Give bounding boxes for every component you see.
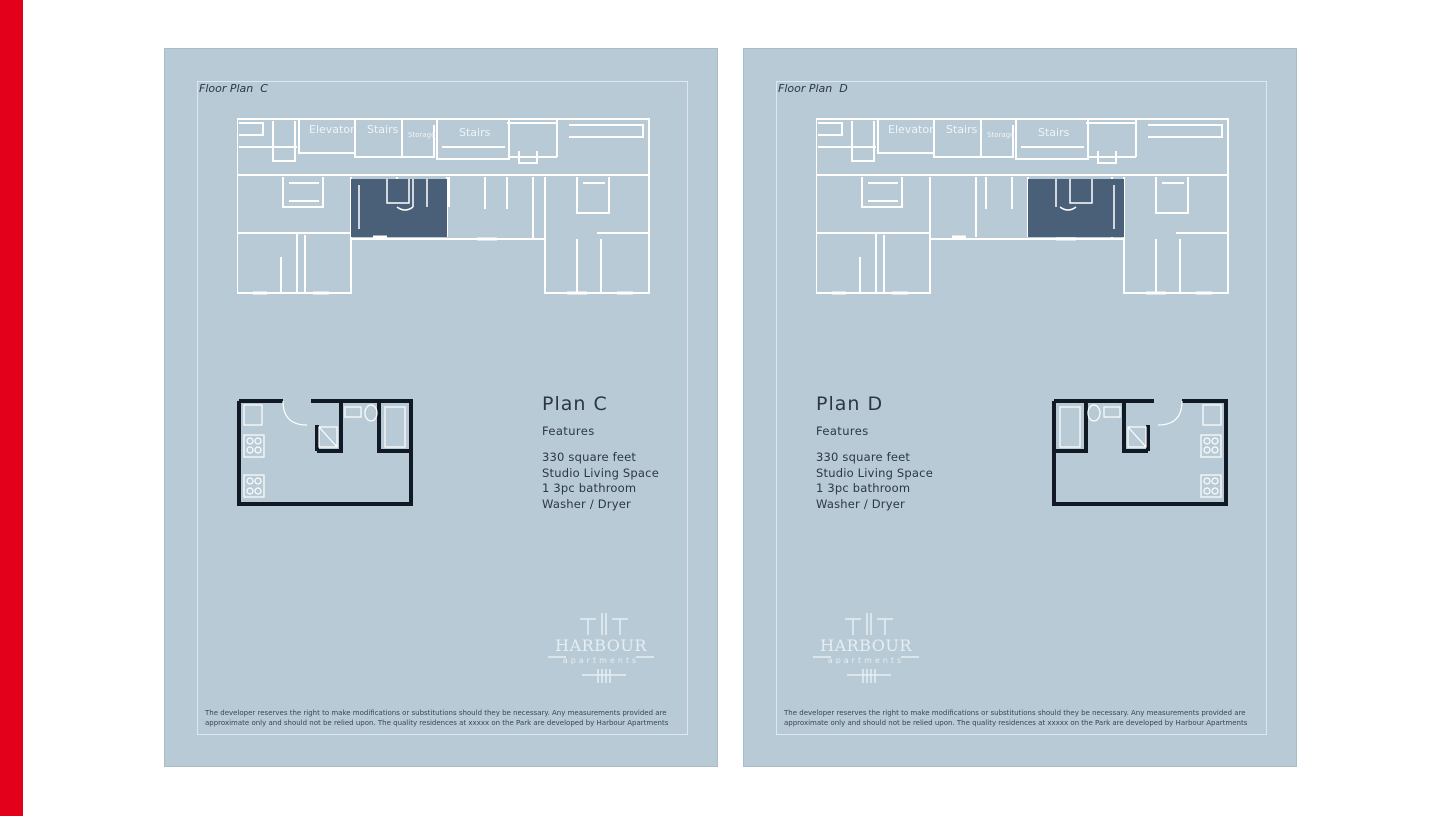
plan-subheading: Features	[542, 424, 595, 438]
feature-item: 1 3pc bathroom	[542, 481, 637, 495]
logo-wordmark: HARBOUR	[555, 636, 647, 655]
disclaimer-text: The developer reserves the right to make modifications or substitutions should they be necessary. Any measurements provided are approximate only and should not be relied upon. The quality residences at xxxxx on the Park are developed by Harbour Apartments	[205, 709, 669, 727]
site-label-stairs-2: Stairs	[1038, 126, 1070, 139]
feature-item: 1 3pc bathroom	[816, 481, 911, 495]
site-floor-plan	[237, 117, 650, 295]
plan-details	[816, 393, 933, 512]
site-label-stairs-2: Stairs	[459, 126, 491, 139]
plan-subheading: Features	[816, 424, 869, 438]
sheet-title: Floor Plan C	[199, 82, 268, 95]
logo-wordmark: HARBOUR	[820, 636, 912, 655]
site-floor-plan	[816, 117, 1229, 295]
logo-subtitle: apartments	[827, 656, 905, 665]
feature-item: 330 square feet	[542, 450, 637, 464]
plan-details	[542, 393, 659, 512]
unit-floor-plan	[1052, 399, 1228, 506]
plan-heading: Plan C	[542, 393, 608, 415]
harbour-logo	[542, 609, 660, 685]
feature-item: Studio Living Space	[816, 465, 933, 480]
sheet-title: Floor Plan D	[778, 82, 848, 95]
floor-plan-sheet-c	[164, 48, 718, 767]
red-accent-bar	[0, 0, 23, 816]
plan-heading: Plan D	[816, 393, 884, 415]
unit-floor-plan	[237, 399, 413, 506]
site-label-elevator: Elevator	[309, 123, 355, 136]
disclaimer-text: The developer reserves the right to make modifications or substitutions should they be necessary. Any measurements provided are approximate only and should not be relied upon. The quality residences at xxxxx on the Park are developed by Harbour Apartments	[784, 709, 1248, 727]
feature-item: Studio Living Space	[542, 465, 659, 480]
site-label-elevator: Elevator	[888, 123, 934, 136]
site-label-stairs-1: Stairs	[367, 123, 399, 136]
site-label-storage: Storage	[987, 131, 1015, 139]
site-label-storage: Storage	[408, 131, 436, 139]
logo-subtitle: apartments	[562, 656, 640, 665]
feature-item: Washer / Dryer	[816, 496, 905, 511]
floor-plan-sheet-d	[743, 48, 1297, 767]
harbour-logo	[807, 609, 925, 685]
site-label-stairs-1: Stairs	[946, 123, 978, 136]
feature-item: 330 square feet	[816, 450, 911, 464]
feature-item: Washer / Dryer	[542, 496, 631, 511]
